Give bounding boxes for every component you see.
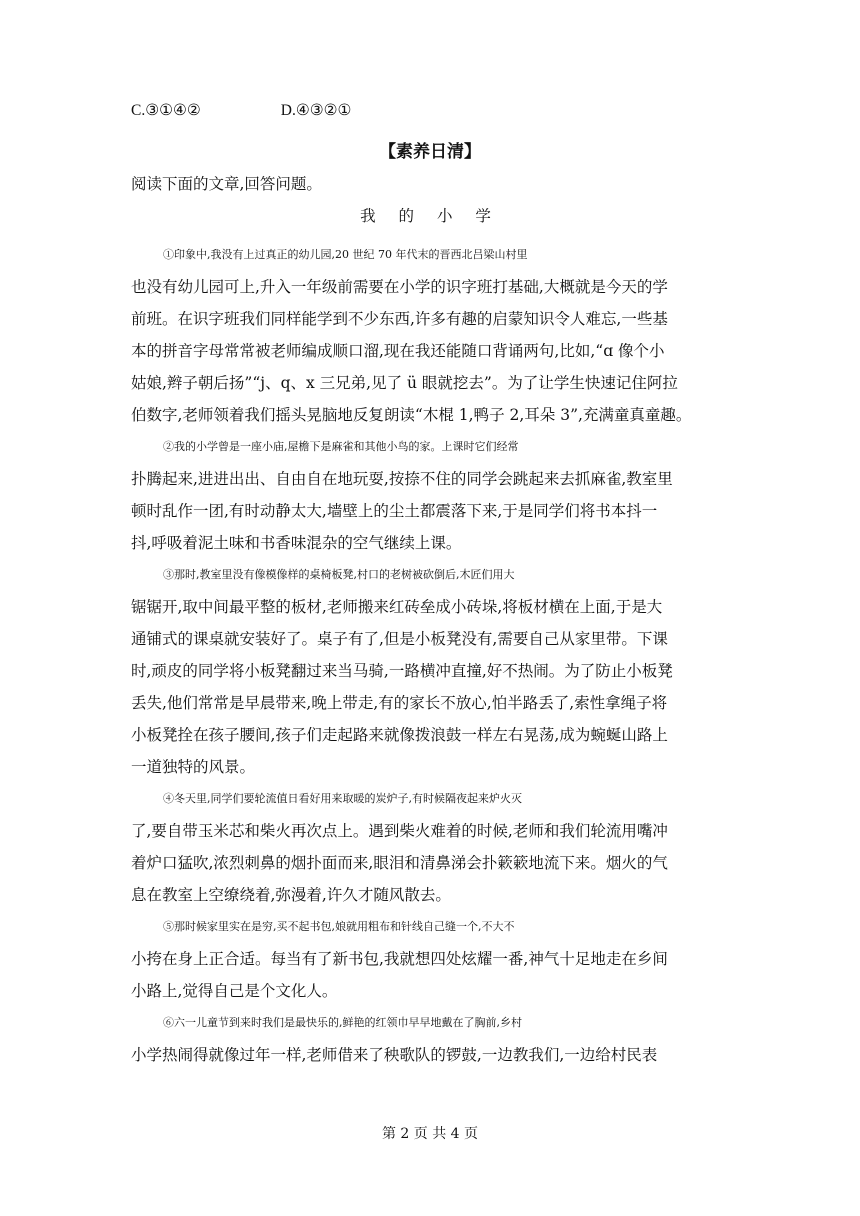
article-line: 也没有幼儿园可上,升入一年级前需要在小学的识字班打基础,大概就是今天的学 — [131, 278, 668, 296]
article-line: ⑤那时候家里实在是穷,买不起书包,娘就用粗布和针线自己缝一个,不大不 — [163, 920, 515, 933]
reading-instruction: 阅读下面的文章,回答问题。 — [131, 175, 322, 193]
option-d: D.④③②① — [280, 102, 352, 119]
article-line: 扑腾起来,进进出出、自由自在地玩耍,按捺不住的同学会跳起来去抓麻雀,教室里 — [131, 470, 673, 488]
article-line: 小挎在身上正合适。每当有了新书包,我就想四处炫耀一番,神气十足地走在乡间 — [131, 950, 668, 968]
article-line: 顿时乱作一团,有时动静太大,墙壁上的尘土都震落下来,于是同学们将书本抖一 — [131, 502, 658, 520]
article-line: 姑娘,辫子朝后扬”“j、q、x 三兄弟,见了 ü 眼就挖去”。为了让学生快速记住阿拉 — [131, 374, 678, 392]
article-line: 伯数字,老师领着我们摇头晃脑地反复朗读“木棍 1,鸭子 2,耳朵 3”,充满童真童趣。 — [131, 406, 692, 424]
article-line: ③那时,教室里没有像模像样的桌椅板凳,村口的老树被砍倒后,木匠们用大 — [163, 568, 515, 581]
article-line: 了,要自带玉米芯和柴火再次点上。遇到柴火难着的时候,老师和我们轮流用嘴冲 — [131, 822, 668, 840]
section-title: 【素养日清】 — [379, 142, 481, 162]
article-line: 本的拼音字母常常被老师编成顺口溜,现在我还能随口背诵两句,比如,“ɑ 像个小 — [131, 342, 665, 360]
article-line: ②我的小学曾是一座小庙,屋檐下是麻雀和其他小鸟的家。上课时它们经常 — [163, 440, 519, 453]
article-title: 我 的 小 学 — [360, 207, 500, 225]
article-line: 锯锯开,取中间最平整的板材,老师搬来红砖垒成小砖垛,将板材横在上面,于是大 — [131, 598, 663, 616]
article-line: 着炉口猛吹,浓烈刺鼻的烟扑面而来,眼泪和清鼻涕会扑簌簌地流下来。烟火的气 — [131, 854, 668, 872]
option-c: C.③①④② — [131, 102, 201, 119]
page-footer: 第 2 页 共 4 页 — [381, 1126, 479, 1142]
article-line: 抖,呼吸着泥土味和书香味混杂的空气继续上课。 — [131, 534, 462, 552]
article-line: ⑥六一儿童节到来时我们是最快乐的,鲜艳的红领巾早早地戴在了胸前,乡村 — [163, 1016, 522, 1029]
article-line: 小板凳拴在孩子腰间,孩子们走起路来就像拨浪鼓一样左右晃荡,成为蜿蜒山路上 — [131, 726, 668, 744]
article-line: 通铺式的课桌就安装好了。桌子有了,但是小板凳没有,需要自己从家里带。下课 — [131, 630, 668, 648]
article-line: 小路上,觉得自己是个文化人。 — [131, 982, 338, 1000]
article-line: ④冬天里,同学们要轮流值日看好用来取暖的炭炉子,有时候隔夜起来炉火灭 — [163, 792, 522, 805]
article-line: 息在教室上空缭绕着,弥漫着,许久才随风散去。 — [131, 886, 451, 904]
article-line: 一道独特的风景。 — [131, 758, 256, 776]
article-line: 前班。在识字班我们同样能学到不少东西,许多有趣的启蒙知识令人难忘,一些基 — [131, 310, 668, 328]
article-line: 小学热闹得就像过年一样,老师借来了秧歌队的锣鼓,一边教我们,一边给村民表 — [131, 1046, 658, 1064]
article-line: 丢失,他们常常是早晨带来,晚上带走,有的家长不放心,怕半路丢了,索性拿绳子将 — [131, 694, 668, 712]
article-line: 时,顽皮的同学将小板凳翻过来当马骑,一路横冲直撞,好不热闹。为了防止小板凳 — [131, 662, 673, 680]
article-line: ①印象中,我没有上过真正的幼儿园,20 世纪 70 年代末的晋西北吕梁山村里 — [163, 248, 528, 261]
answer-options — [131, 101, 351, 120]
